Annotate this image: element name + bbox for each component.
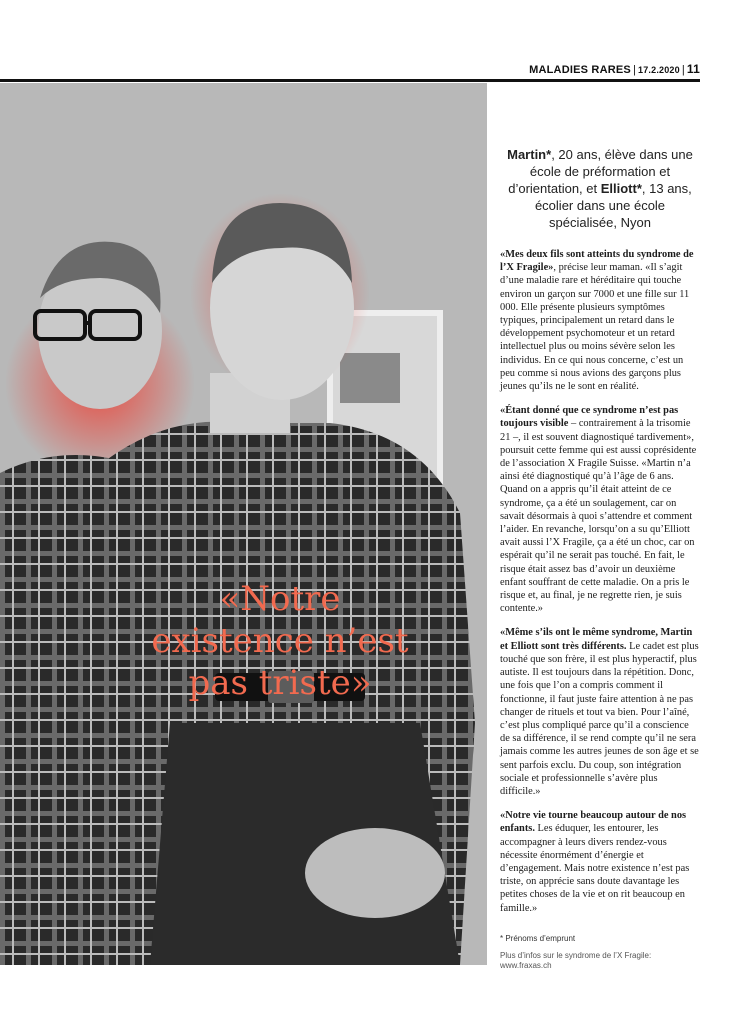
paragraph-text: Les éduquer, les entourer, les accompagner à leurs divers rendez-vous nécessite énormément d’énergie et d’engagement. Mais notre existence n’est pas triste, on apprécie sans doute davantage les petites choses de la vie et on rit beaucoup en famille.»: [500, 823, 690, 914]
article-paragraph: [500, 404, 700, 615]
info-link[interactable]: Plus d’infos sur le syndrome de l’X Fragile: www.fraxas.ch: [500, 951, 652, 970]
portrait-photo: [0, 83, 487, 965]
photo-caption: [500, 146, 700, 231]
pull-quote-line: existence n’est: [151, 621, 409, 661]
header-separator: |: [681, 64, 685, 76]
paragraph-text: , précise leur maman. «Il s’agit d’une maladie rare et héréditaire qui touche environ un garçon sur 7000 et une fille sur 11 000. Elle présente plusieurs symptômes typiques, principalement un retard dans le développement psychomoteur et un retard intellectuel plus ou moins sévère selon les individus. En ce qui nous concerne, c’est un peu comme si nous avions des garçons plus jeunes qu’ils ne le sont en réalité.: [500, 262, 690, 393]
footnote: * Prénoms d’emprunt: [500, 934, 576, 943]
paragraph-lead: «Étant donné que ce syndrome n’est pas toujours visible: [500, 405, 679, 430]
header-separator: |: [632, 64, 636, 76]
paragraph-text: – contrairement à la trisomie 21 –, il est souvent diagnostiqué tardivement», poursuit cette femme qui est aussi coprésidente de l’association X Fragile Suisse. «Martin n’a ainsi été diagnostiqué qu’à l’âge de 6 ans. Quand on a appris qu’il était atteint de ce syndrome, ça a été un soulagement, car on savait désormais à quoi s’attendre et comment l’aider. En revanche, lorsqu’on a su qu’Elliott avait aussi l’X Fragile, ça a été un choc, car on espérait qu’il ne serait pas touché. En fait, le risque était assez bas d’avoir un deuxième enfant souffrant de cette maladie. On a pris le risque et, au final, je ne regrette rien, je suis contente.»: [500, 418, 697, 615]
paragraph-lead: «Même s’ils ont le même syndrome, Martin et Elliott sont très différents.: [500, 627, 693, 652]
photo-illustration: [0, 83, 487, 965]
article-paragraph: [500, 809, 700, 915]
caption-name: Martin*: [507, 147, 552, 162]
pull-quote-line: pas triste»: [188, 663, 372, 703]
pull-quote-line: «Notre: [219, 579, 341, 619]
hands-shape: [305, 828, 445, 918]
page-number: 11: [686, 62, 700, 76]
paragraph-lead: «Notre vie tourne beaucoup autour de nos enfants.: [500, 810, 687, 835]
paragraph-lead: «Mes deux fils sont atteints du syndrome de l’X Fragile»: [500, 249, 694, 274]
caption-name: Elliott*: [600, 181, 642, 196]
issue-date: 17.2.2020: [638, 65, 680, 75]
article-body: [500, 248, 700, 926]
article-paragraph: [500, 626, 700, 798]
page-header: [529, 62, 700, 76]
section-title: MALADIES RARES: [529, 64, 631, 76]
header-rule: [0, 79, 700, 82]
caption-text: , 13 ans, écolier dans une école spécialisée, Nyon: [534, 181, 692, 230]
article-paragraph: [500, 248, 700, 393]
pull-quote: [110, 578, 450, 704]
paragraph-text: Le cadet est plus touché que son frère, il est plus hyperactif, plus autiste. Il est toujours dans la répétition. Donc, une fois que l’on a compris comment il fonctionne, il faut juste faire attention à ne pas changer de rituels et tout va bien. Pour l’aîné, c’est plus compliqué parce qu’il a conscience de sa différence, il se rend compte qu’il ne sera jamais comme les autres jeunes de son âge et se sent parfois exclu. Du coup, son intégration sociale et professionnelle s’avère plus difficile.»: [500, 640, 699, 797]
caption-text: , 20 ans, élève dans une école de préformation et d’orientation, et: [508, 147, 693, 196]
